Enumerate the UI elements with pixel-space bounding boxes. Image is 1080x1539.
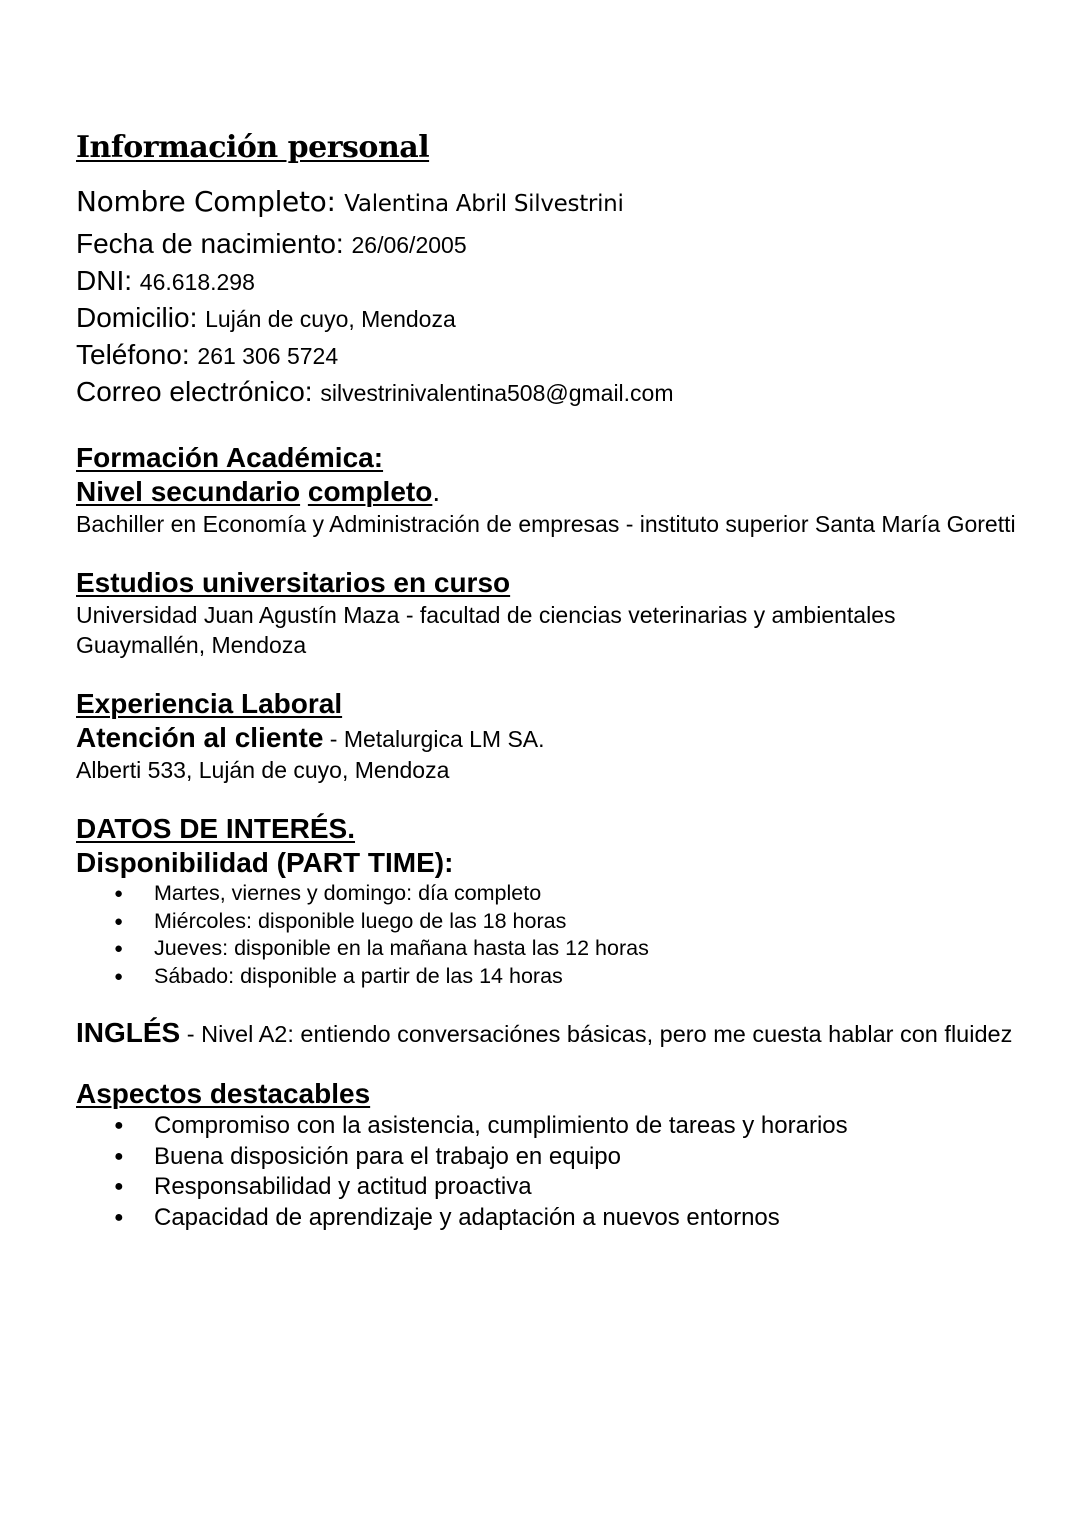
list-item: ● Jueves: disponible en la mañana hasta las 12 horas <box>76 935 1036 963</box>
email-value: silvestrinivalentina508@gmail.com <box>320 380 674 406</box>
dni-label: DNI: <box>76 265 132 296</box>
phone-label: Teléfono: <box>76 339 190 370</box>
education-section <box>76 441 1036 539</box>
secondary-detail: Bachiller en Economía y Administración de empresas - instituto superior Santa María Goretti <box>76 511 1016 537</box>
university-line-2: Guaymallén, Mendoza <box>76 632 307 658</box>
list-item: ● Sábado: disponible a partir de las 14 horas <box>76 963 1036 991</box>
birth-date-label: Fecha de nacimiento: <box>76 228 344 259</box>
education-heading: Formación Académica: <box>76 442 384 473</box>
experience-role: Atención al cliente <box>76 722 324 753</box>
list-item: ● Responsabilidad y actitud proactiva <box>76 1172 1036 1203</box>
interest-heading: DATOS DE INTERÉS. <box>76 813 356 844</box>
secondary-level-line <box>76 475 1036 509</box>
experience-section <box>76 687 1036 785</box>
university-line-1: Universidad Juan Agustín Maza - facultad de ciencias veterinarias y ambientales <box>76 602 896 628</box>
secondary-complete-text: completo <box>307 476 433 507</box>
english-detail: - Nivel A2: entiendo conversaciónes básicas, pero me cuesta hablar con fluidez <box>180 1021 1013 1047</box>
experience-company: - Metalurgica LM SA. <box>323 726 545 752</box>
highlights-heading: Aspectos destacables <box>76 1078 371 1109</box>
list-item: ● Martes, viernes y domingo: día completo <box>76 880 1036 908</box>
email-label: Correo electrónico: <box>76 376 313 407</box>
availability-list <box>76 880 1036 990</box>
phone-value: 261 306 5724 <box>197 343 339 369</box>
birth-date-value: 26/06/2005 <box>351 232 467 258</box>
full-name-label: Nombre Completo: <box>76 185 336 218</box>
personal-info-heading: Información personal <box>76 130 430 165</box>
full-name-value: Valentina Abril Silvestrini <box>344 191 624 217</box>
personal-details <box>76 226 1036 411</box>
availability-title: Disponibilidad (PART TIME): <box>76 847 454 878</box>
interest-section <box>76 812 1036 990</box>
list-item: ● Capacidad de aprendizaje y adaptación a nuevos entornos <box>76 1203 1036 1234</box>
list-item: ● Compromiso con la asistencia, cumplimiento de tareas y horarios <box>76 1111 1036 1142</box>
experience-heading: Experiencia Laboral <box>76 688 343 719</box>
email-line <box>76 374 1036 411</box>
phone-line <box>76 337 1036 374</box>
university-section <box>76 566 1036 660</box>
english-section <box>76 1017 1036 1050</box>
full-name-line <box>76 182 1036 224</box>
address-value: Luján de cuyo, Mendoza <box>205 306 456 332</box>
list-item: ● Miércoles: disponible luego de las 18 horas <box>76 908 1036 936</box>
english-title: INGLÉS <box>76 1017 181 1048</box>
dni-value: 46.618.298 <box>139 269 255 295</box>
dni-line <box>76 263 1036 300</box>
highlights-list <box>76 1111 1036 1233</box>
birth-date-line <box>76 226 1036 263</box>
secondary-level-text: Nivel secundario <box>76 476 301 507</box>
university-heading: Estudios universitarios en curso <box>76 567 511 598</box>
address-line <box>76 300 1036 337</box>
address-label: Domicilio: <box>76 302 198 333</box>
cv-content <box>76 128 1036 1233</box>
experience-role-line <box>76 721 1036 755</box>
highlights-section <box>76 1077 1036 1233</box>
secondary-period: . <box>432 476 441 507</box>
list-item: ● Buena disposición para el trabajo en equipo <box>76 1142 1036 1173</box>
experience-address: Alberti 533, Luján de cuyo, Mendoza <box>76 757 450 783</box>
